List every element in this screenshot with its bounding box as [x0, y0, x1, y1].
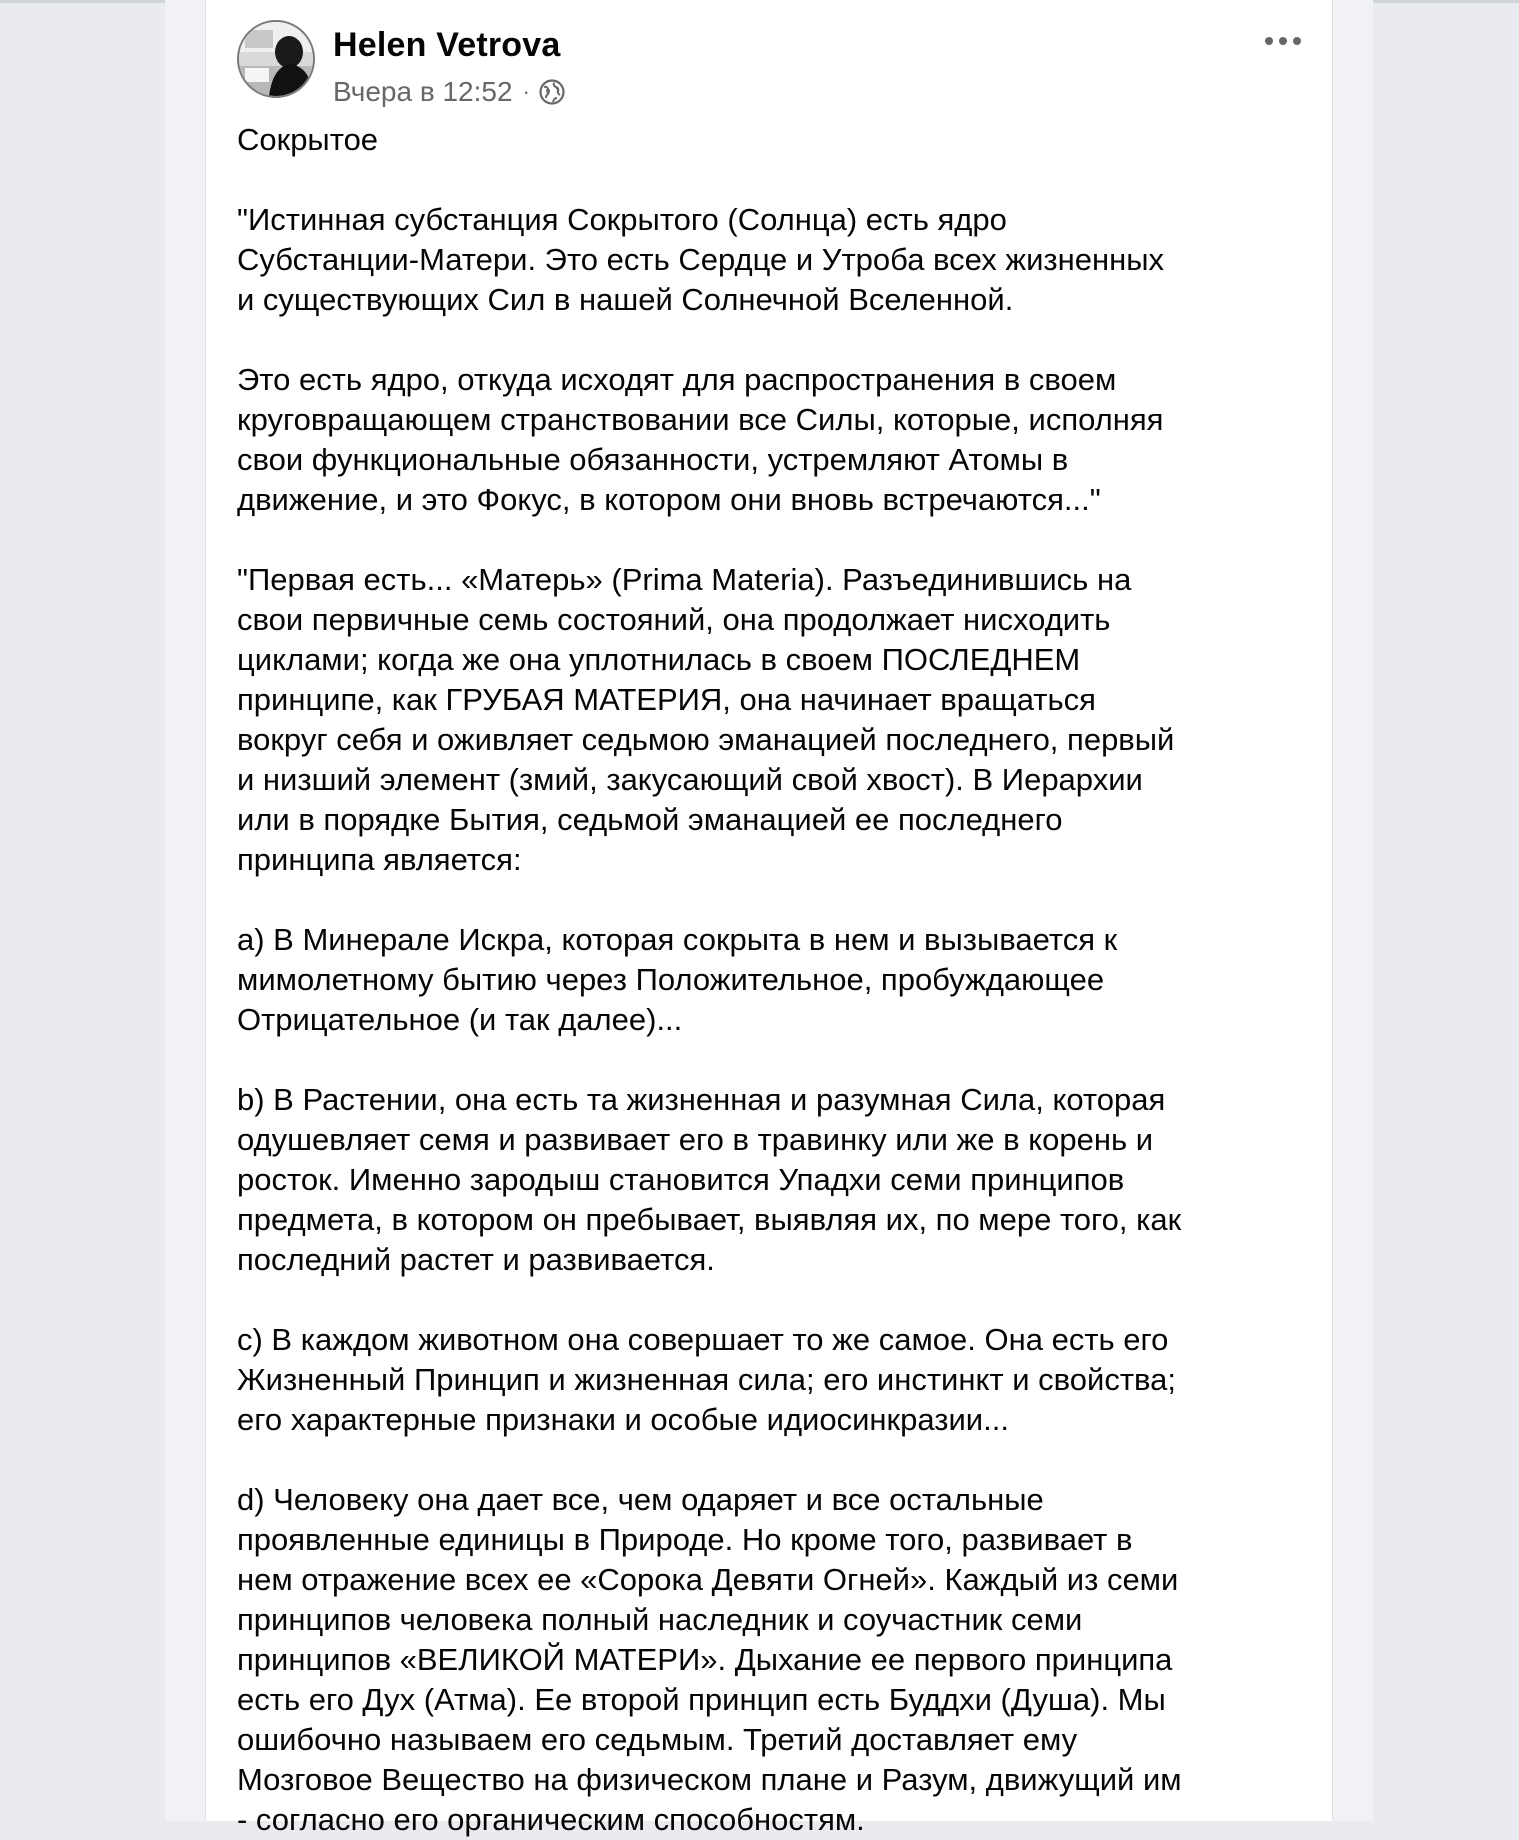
more-dot	[1293, 37, 1301, 45]
text-line: d) Человеку она дает все, чем одаряет и все остальные	[237, 1482, 1044, 1517]
right-gutter	[1333, 0, 1373, 1821]
text-line: Субстанции-Матери. Это есть Сердце и Утроба всех жизненных	[237, 242, 1165, 277]
text-line: росток. Именно зародыш становится Упадхи семи принципов	[237, 1162, 1125, 1197]
more-dot	[1279, 37, 1287, 45]
text-line: последний растет и развивается.	[237, 1242, 715, 1277]
text-line: свои первичные семь состояний, она продолжает нисходить	[237, 602, 1111, 637]
text-line: круговращающем странствовании все Силы, которые, исполняя	[237, 402, 1164, 437]
paragraph-7	[237, 1480, 1297, 1840]
meta-separator: ·	[522, 79, 530, 104]
text-line: нем отражение всех ее «Сорока Девяти Огней». Каждый из семи	[237, 1562, 1179, 1597]
text-line: "Истинная субстанция Сокрытого (Солнца) есть ядро	[237, 202, 1007, 237]
text-line: и низший элемент (змий, закусающий свой хвост). В Иерархии	[237, 762, 1143, 797]
text-line: c) В каждом животном она совершает то же самое. Она есть его	[237, 1322, 1169, 1357]
paragraph-2	[237, 360, 1297, 520]
text-line: циклами; когда же она уплотнилась в своем ПОСЛЕДНЕМ	[237, 642, 1081, 677]
more-dot	[1265, 37, 1273, 45]
paragraph-4	[237, 920, 1297, 1040]
text-line: движение, и это Фокус, в котором они вновь встречаются..."	[237, 482, 1101, 517]
text-line: одушевляет семя и развивает его в травинку или же в корень и	[237, 1122, 1154, 1157]
text-line: Это есть ядро, откуда исходят для распространения в своем	[237, 362, 1117, 397]
author-name[interactable]: Helen Vetrova	[333, 26, 561, 64]
text-line: принципа является:	[237, 842, 522, 877]
text-line: свои функциональные обязанности, устремляют Атомы в	[237, 442, 1069, 477]
text-line: предмета, в котором он пребывает, выявляя их, по мере того, как	[237, 1202, 1182, 1237]
text-line: или в порядке Бытия, седьмой эманацией ее последнего	[237, 802, 1063, 837]
text-line: Жизненный Принцип и жизненная сила; его инстинкт и свойства;	[237, 1362, 1176, 1397]
text-line: его характерные признаки и особые идиосинкразии...	[237, 1402, 1009, 1437]
avatar[interactable]	[237, 20, 315, 98]
text-line: проявленные единицы в Природе. Но кроме того, развивает в	[237, 1522, 1133, 1557]
paragraph-1	[237, 200, 1297, 320]
globe-icon[interactable]	[538, 78, 566, 106]
text-line: и существующих Сил в нашей Солнечной Вселенной.	[237, 282, 1014, 317]
post-title: Сокрытое	[237, 122, 379, 157]
paragraph-5	[237, 1080, 1297, 1280]
post-timestamp[interactable]: Вчера в 12:52	[333, 76, 513, 107]
text-line: a) В Минерале Искра, которая сокрыта в нем и вызывается к	[237, 922, 1118, 957]
text-line: принципе, как ГРУБАЯ МАТЕРИЯ, она начинает вращаться	[237, 682, 1096, 717]
text-line: есть его Дух (Атма). Ее второй принцип есть Буддхи (Душа). Мы	[237, 1682, 1166, 1717]
text-line: b) В Растении, она есть та жизненная и разумная Сила, которая	[237, 1082, 1166, 1117]
text-line: - согласно его органическим способностям.	[237, 1802, 865, 1837]
text-line: принципов «ВЕЛИКОЙ МАТЕРИ». Дыхание ее первого принципа	[237, 1642, 1173, 1677]
paragraph-3	[237, 560, 1297, 880]
text-line: принципов человека полный наследник и соучастник семи	[237, 1602, 1083, 1637]
text-line: мимолетному бытию через Положительное, пробуждающее	[237, 962, 1105, 997]
text-line: ошибочно называем его седьмым. Третий доставляет ему	[237, 1722, 1078, 1757]
paragraph-6	[237, 1320, 1297, 1440]
avatar-image	[239, 22, 313, 96]
text-line: "Первая есть... «Матерь» (Prima Materia). Разъединившись на	[237, 562, 1132, 597]
post-body	[237, 120, 1297, 1840]
text-line: вокруг себя и оживляет седьмою эманацией последнего, первый	[237, 722, 1175, 757]
post-card	[205, 0, 1333, 1837]
text-line: Отрицательное (и так далее)...	[237, 1002, 683, 1037]
text-line: Мозговое Вещество на физическом плане и Разум, движущий им	[237, 1762, 1182, 1797]
post-meta	[333, 74, 566, 110]
left-gutter	[165, 0, 205, 1821]
more-options-icon[interactable]	[1259, 24, 1307, 58]
